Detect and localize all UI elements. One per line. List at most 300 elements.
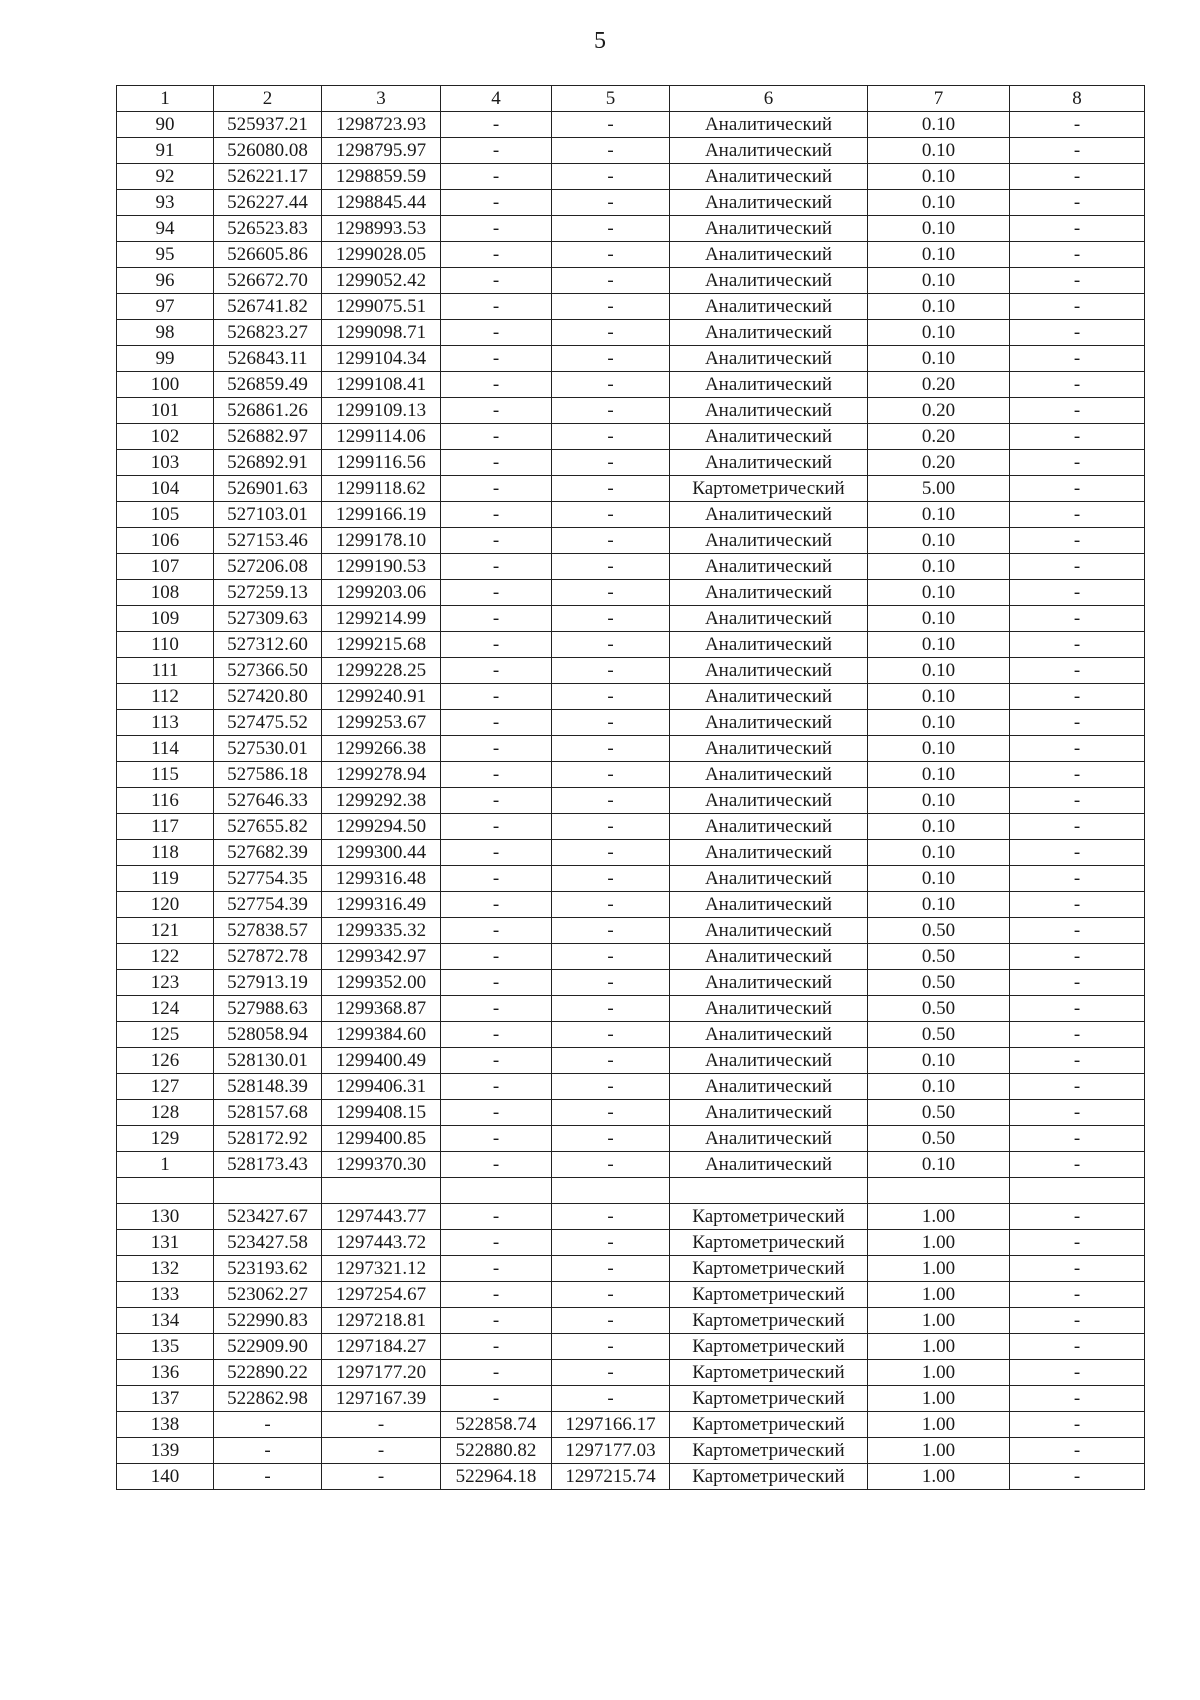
x-coordinate-cell: 527586.18	[214, 762, 322, 788]
table-row	[117, 268, 1145, 294]
y-coordinate-cell: -	[552, 1360, 670, 1386]
y-coordinate-cell: -	[552, 788, 670, 814]
y-coordinate-cell: -	[552, 1022, 670, 1048]
method-cell: Картометрический	[670, 1412, 868, 1438]
table-row	[117, 1334, 1145, 1360]
x-coordinate-cell: 527530.01	[214, 736, 322, 762]
method-cell: Аналитический	[670, 1100, 868, 1126]
accuracy-cell: 0.10	[868, 892, 1010, 918]
method-cell: Аналитический	[670, 450, 868, 476]
x-coordinate-cell: 528130.01	[214, 1048, 322, 1074]
accuracy-cell: 0.10	[868, 1152, 1010, 1178]
description-cell: -	[1010, 242, 1145, 268]
point-number-cell: 113	[117, 710, 214, 736]
point-number-cell: 136	[117, 1360, 214, 1386]
x-coordinate-cell: 526859.49	[214, 372, 322, 398]
y-coordinate-cell: -	[552, 1256, 670, 1282]
x-coordinate-cell: 522890.22	[214, 1360, 322, 1386]
table-row	[117, 372, 1145, 398]
y-coordinate-cell: 1299278.94	[322, 762, 441, 788]
y-coordinate-cell: 1299028.05	[322, 242, 441, 268]
table-row	[117, 788, 1145, 814]
point-number-cell: 107	[117, 554, 214, 580]
accuracy-cell: 1.00	[868, 1438, 1010, 1464]
method-cell: Картометрический	[670, 1308, 868, 1334]
method-cell: Аналитический	[670, 424, 868, 450]
x-coordinate-cell: 526843.11	[214, 346, 322, 372]
table-row	[117, 866, 1145, 892]
point-number-cell: 95	[117, 242, 214, 268]
y-coordinate-cell: 1299384.60	[322, 1022, 441, 1048]
description-cell: -	[1010, 268, 1145, 294]
x-coordinate-cell: -	[441, 1282, 552, 1308]
description-cell: -	[1010, 1334, 1145, 1360]
method-cell: Аналитический	[670, 814, 868, 840]
point-number-cell: 124	[117, 996, 214, 1022]
method-cell: Аналитический	[670, 970, 868, 996]
accuracy-cell: 0.10	[868, 606, 1010, 632]
table-row	[117, 580, 1145, 606]
x-coordinate-cell: -	[441, 1256, 552, 1282]
point-number-cell: 102	[117, 424, 214, 450]
y-coordinate-cell: 1299352.00	[322, 970, 441, 996]
method-cell: Аналитический	[670, 762, 868, 788]
x-coordinate-cell: -	[441, 1100, 552, 1126]
x-coordinate-cell: -	[441, 216, 552, 242]
x-coordinate-cell: -	[441, 606, 552, 632]
description-cell: -	[1010, 1100, 1145, 1126]
y-coordinate-cell: -	[552, 710, 670, 736]
method-cell: Картометрический	[670, 1334, 868, 1360]
table-row	[117, 1152, 1145, 1178]
method-cell: Аналитический	[670, 112, 868, 138]
accuracy-cell: 0.10	[868, 632, 1010, 658]
y-coordinate-cell: -	[552, 190, 670, 216]
method-cell: Аналитический	[670, 710, 868, 736]
x-coordinate-cell: -	[214, 1412, 322, 1438]
point-number-cell: 97	[117, 294, 214, 320]
x-coordinate-cell: -	[441, 970, 552, 996]
accuracy-cell: 0.10	[868, 346, 1010, 372]
x-coordinate-cell: 522964.18	[441, 1464, 552, 1490]
x-coordinate-cell: -	[441, 1230, 552, 1256]
x-coordinate-cell: 526080.08	[214, 138, 322, 164]
point-number-cell: 133	[117, 1282, 214, 1308]
x-coordinate-cell: -	[441, 320, 552, 346]
y-coordinate-cell: -	[552, 866, 670, 892]
accuracy-cell: 0.10	[868, 658, 1010, 684]
description-cell: -	[1010, 190, 1145, 216]
y-coordinate-cell: -	[322, 1438, 441, 1464]
x-coordinate-cell: 522862.98	[214, 1386, 322, 1412]
y-coordinate-cell: -	[552, 1152, 670, 1178]
accuracy-cell: 1.00	[868, 1204, 1010, 1230]
y-coordinate-cell: -	[552, 476, 670, 502]
y-coordinate-cell: -	[552, 1308, 670, 1334]
accuracy-cell: 0.10	[868, 528, 1010, 554]
description-cell: -	[1010, 710, 1145, 736]
method-cell: Аналитический	[670, 918, 868, 944]
y-coordinate-cell: 1297184.27	[322, 1334, 441, 1360]
y-coordinate-cell: -	[552, 112, 670, 138]
point-number-cell: 100	[117, 372, 214, 398]
x-coordinate-cell: 527153.46	[214, 528, 322, 554]
y-coordinate-cell: 1298845.44	[322, 190, 441, 216]
y-coordinate-cell: 1299253.67	[322, 710, 441, 736]
point-number-cell: 135	[117, 1334, 214, 1360]
description-cell: -	[1010, 1282, 1145, 1308]
y-coordinate-cell: -	[552, 944, 670, 970]
table-row	[117, 1464, 1145, 1490]
y-coordinate-cell: -	[552, 372, 670, 398]
point-number-cell: 128	[117, 1100, 214, 1126]
point-number-cell: 115	[117, 762, 214, 788]
description-cell: -	[1010, 320, 1145, 346]
method-cell: Картометрический	[670, 1204, 868, 1230]
y-coordinate-cell: 1298859.59	[322, 164, 441, 190]
description-cell: -	[1010, 788, 1145, 814]
description-cell: -	[1010, 138, 1145, 164]
point-number-cell: 99	[117, 346, 214, 372]
accuracy-cell: 0.10	[868, 112, 1010, 138]
table-row	[117, 892, 1145, 918]
point-number-cell: 120	[117, 892, 214, 918]
y-coordinate-cell: -	[322, 1412, 441, 1438]
y-coordinate-cell: 1299316.49	[322, 892, 441, 918]
accuracy-cell: 0.50	[868, 918, 1010, 944]
x-coordinate-cell: -	[441, 1204, 552, 1230]
method-cell: Аналитический	[670, 866, 868, 892]
accuracy-cell: 1.00	[868, 1230, 1010, 1256]
accuracy-cell: 0.10	[868, 216, 1010, 242]
y-coordinate-cell: 1299116.56	[322, 450, 441, 476]
y-coordinate-cell: 1297177.20	[322, 1360, 441, 1386]
point-number-cell: 111	[117, 658, 214, 684]
accuracy-cell: 0.10	[868, 268, 1010, 294]
point-number-cell: 1	[117, 1152, 214, 1178]
point-number-cell: 103	[117, 450, 214, 476]
point-number-cell: 132	[117, 1256, 214, 1282]
method-cell: Аналитический	[670, 554, 868, 580]
point-number-cell: 91	[117, 138, 214, 164]
accuracy-cell: 0.50	[868, 970, 1010, 996]
x-coordinate-cell: 526901.63	[214, 476, 322, 502]
method-cell: Аналитический	[670, 138, 868, 164]
accuracy-cell: 0.50	[868, 1100, 1010, 1126]
y-coordinate-cell	[552, 1178, 670, 1204]
point-number-cell: 109	[117, 606, 214, 632]
x-coordinate-cell: -	[441, 268, 552, 294]
table-row	[117, 554, 1145, 580]
method-cell: Картометрический	[670, 1256, 868, 1282]
x-coordinate-cell: 527872.78	[214, 944, 322, 970]
x-coordinate-cell: -	[441, 372, 552, 398]
y-coordinate-cell: 1299098.71	[322, 320, 441, 346]
y-coordinate-cell: 1299052.42	[322, 268, 441, 294]
x-coordinate-cell: -	[441, 398, 552, 424]
y-coordinate-cell: -	[552, 1074, 670, 1100]
method-cell: Аналитический	[670, 996, 868, 1022]
description-cell: -	[1010, 1256, 1145, 1282]
accuracy-cell: 0.50	[868, 996, 1010, 1022]
description-cell: -	[1010, 346, 1145, 372]
description-cell: -	[1010, 1230, 1145, 1256]
x-coordinate-cell: 527754.35	[214, 866, 322, 892]
y-coordinate-cell: -	[552, 268, 670, 294]
column-header: 2	[214, 86, 322, 112]
x-coordinate-cell: -	[441, 476, 552, 502]
y-coordinate-cell: 1299108.41	[322, 372, 441, 398]
accuracy-cell: 0.10	[868, 1074, 1010, 1100]
description-cell: -	[1010, 632, 1145, 658]
table-row	[117, 1308, 1145, 1334]
x-coordinate-cell: -	[441, 1386, 552, 1412]
x-coordinate-cell: -	[441, 840, 552, 866]
x-coordinate-cell: 526227.44	[214, 190, 322, 216]
x-coordinate-cell: -	[441, 112, 552, 138]
y-coordinate-cell: -	[552, 996, 670, 1022]
point-number-cell: 129	[117, 1126, 214, 1152]
accuracy-cell: 0.10	[868, 1048, 1010, 1074]
accuracy-cell: 1.00	[868, 1334, 1010, 1360]
method-cell: Аналитический	[670, 320, 868, 346]
method-cell: Аналитический	[670, 788, 868, 814]
x-coordinate-cell: 527655.82	[214, 814, 322, 840]
table-row	[117, 450, 1145, 476]
description-cell: -	[1010, 736, 1145, 762]
y-coordinate-cell: -	[552, 684, 670, 710]
description-cell: -	[1010, 996, 1145, 1022]
description-cell: -	[1010, 1074, 1145, 1100]
x-coordinate-cell: -	[441, 710, 552, 736]
description-cell: -	[1010, 1126, 1145, 1152]
y-coordinate-cell: 1297177.03	[552, 1438, 670, 1464]
method-cell: Аналитический	[670, 164, 868, 190]
x-coordinate-cell: 527838.57	[214, 918, 322, 944]
x-coordinate-cell: -	[441, 1334, 552, 1360]
x-coordinate-cell: -	[441, 658, 552, 684]
accuracy-cell: 0.20	[868, 424, 1010, 450]
accuracy-cell: 0.10	[868, 710, 1010, 736]
accuracy-cell	[868, 1178, 1010, 1204]
table-row	[117, 1204, 1145, 1230]
y-coordinate-cell: 1297443.72	[322, 1230, 441, 1256]
x-coordinate-cell: 528172.92	[214, 1126, 322, 1152]
method-cell: Картометрический	[670, 1438, 868, 1464]
x-coordinate-cell: 526672.70	[214, 268, 322, 294]
point-number-cell: 138	[117, 1412, 214, 1438]
method-cell: Картометрический	[670, 1230, 868, 1256]
method-cell: Аналитический	[670, 1126, 868, 1152]
x-coordinate-cell: 527103.01	[214, 502, 322, 528]
point-number-cell: 131	[117, 1230, 214, 1256]
table-row	[117, 970, 1145, 996]
method-cell: Аналитический	[670, 658, 868, 684]
y-coordinate-cell: -	[552, 528, 670, 554]
table-row	[117, 1256, 1145, 1282]
point-number-cell: 117	[117, 814, 214, 840]
description-cell: -	[1010, 164, 1145, 190]
method-cell: Картометрический	[670, 1464, 868, 1490]
y-coordinate-cell: -	[552, 1334, 670, 1360]
description-cell: -	[1010, 112, 1145, 138]
accuracy-cell: 1.00	[868, 1464, 1010, 1490]
point-number-cell: 140	[117, 1464, 214, 1490]
point-number-cell: 139	[117, 1438, 214, 1464]
x-coordinate-cell: -	[441, 788, 552, 814]
table-row	[117, 528, 1145, 554]
x-coordinate-cell: 528157.68	[214, 1100, 322, 1126]
point-number-cell: 110	[117, 632, 214, 658]
method-cell: Аналитический	[670, 1048, 868, 1074]
x-coordinate-cell	[214, 1178, 322, 1204]
y-coordinate-cell: -	[552, 424, 670, 450]
x-coordinate-cell: 523427.58	[214, 1230, 322, 1256]
y-coordinate-cell: 1297215.74	[552, 1464, 670, 1490]
x-coordinate-cell: -	[441, 554, 552, 580]
y-coordinate-cell: -	[552, 1386, 670, 1412]
description-cell: -	[1010, 1204, 1145, 1230]
y-coordinate-cell: 1299294.50	[322, 814, 441, 840]
point-number-cell: 126	[117, 1048, 214, 1074]
y-coordinate-cell: -	[552, 918, 670, 944]
table-row	[117, 736, 1145, 762]
point-number-cell: 137	[117, 1386, 214, 1412]
table-row	[117, 398, 1145, 424]
table-row	[117, 606, 1145, 632]
table-row	[117, 1438, 1145, 1464]
description-cell: -	[1010, 476, 1145, 502]
description-cell: -	[1010, 502, 1145, 528]
y-coordinate-cell: -	[552, 346, 670, 372]
point-number-cell: 108	[117, 580, 214, 606]
table-row	[117, 294, 1145, 320]
y-coordinate-cell: 1299178.10	[322, 528, 441, 554]
point-number-cell: 125	[117, 1022, 214, 1048]
x-coordinate-cell: -	[441, 684, 552, 710]
y-coordinate-cell: -	[552, 658, 670, 684]
table-row	[117, 996, 1145, 1022]
point-number-cell: 105	[117, 502, 214, 528]
description-cell: -	[1010, 658, 1145, 684]
table-body	[117, 112, 1145, 1490]
y-coordinate-cell: 1297321.12	[322, 1256, 441, 1282]
table-row	[117, 814, 1145, 840]
accuracy-cell: 0.10	[868, 762, 1010, 788]
y-coordinate-cell: -	[552, 242, 670, 268]
y-coordinate-cell: 1299400.49	[322, 1048, 441, 1074]
point-number-cell: 98	[117, 320, 214, 346]
y-coordinate-cell: 1299109.13	[322, 398, 441, 424]
x-coordinate-cell: 522880.82	[441, 1438, 552, 1464]
y-coordinate-cell: -	[552, 1100, 670, 1126]
method-cell: Аналитический	[670, 346, 868, 372]
method-cell: Картометрический	[670, 476, 868, 502]
point-number-cell: 112	[117, 684, 214, 710]
accuracy-cell: 5.00	[868, 476, 1010, 502]
description-cell: -	[1010, 1412, 1145, 1438]
method-cell: Аналитический	[670, 632, 868, 658]
x-coordinate-cell: 522858.74	[441, 1412, 552, 1438]
x-coordinate-cell: -	[441, 996, 552, 1022]
point-number-cell: 101	[117, 398, 214, 424]
x-coordinate-cell: 526221.17	[214, 164, 322, 190]
x-coordinate-cell: 526523.83	[214, 216, 322, 242]
y-coordinate-cell: 1299203.06	[322, 580, 441, 606]
table-row	[117, 1074, 1145, 1100]
column-header: 6	[670, 86, 868, 112]
table-row	[117, 1126, 1145, 1152]
point-number-cell: 121	[117, 918, 214, 944]
point-number-cell	[117, 1178, 214, 1204]
y-coordinate-cell: 1299104.34	[322, 346, 441, 372]
x-coordinate-cell: -	[441, 1126, 552, 1152]
accuracy-cell: 0.10	[868, 294, 1010, 320]
accuracy-cell: 0.10	[868, 866, 1010, 892]
accuracy-cell: 0.10	[868, 840, 1010, 866]
x-coordinate-cell: -	[441, 918, 552, 944]
x-coordinate-cell: -	[441, 138, 552, 164]
x-coordinate-cell: 527206.08	[214, 554, 322, 580]
x-coordinate-cell: 523427.67	[214, 1204, 322, 1230]
y-coordinate-cell: -	[552, 580, 670, 606]
description-cell: -	[1010, 580, 1145, 606]
table-row	[117, 164, 1145, 190]
y-coordinate-cell	[322, 1178, 441, 1204]
y-coordinate-cell: 1299114.06	[322, 424, 441, 450]
description-cell: -	[1010, 1022, 1145, 1048]
y-coordinate-cell: 1297218.81	[322, 1308, 441, 1334]
x-coordinate-cell: -	[441, 294, 552, 320]
table-row	[117, 684, 1145, 710]
column-header: 4	[441, 86, 552, 112]
y-coordinate-cell: 1297443.77	[322, 1204, 441, 1230]
table-row	[117, 632, 1145, 658]
x-coordinate-cell: -	[441, 1360, 552, 1386]
method-cell: Аналитический	[670, 372, 868, 398]
method-cell: Аналитический	[670, 190, 868, 216]
y-coordinate-cell: -	[552, 138, 670, 164]
point-number-cell: 96	[117, 268, 214, 294]
description-cell: -	[1010, 450, 1145, 476]
table-row	[117, 1048, 1145, 1074]
accuracy-cell: 0.10	[868, 190, 1010, 216]
method-cell: Аналитический	[670, 216, 868, 242]
accuracy-cell: 0.10	[868, 138, 1010, 164]
point-number-cell: 92	[117, 164, 214, 190]
table-row	[117, 1412, 1145, 1438]
description-cell: -	[1010, 1152, 1145, 1178]
x-coordinate-cell: 527646.33	[214, 788, 322, 814]
y-coordinate-cell: 1299292.38	[322, 788, 441, 814]
x-coordinate-cell: 528058.94	[214, 1022, 322, 1048]
description-cell: -	[1010, 1048, 1145, 1074]
x-coordinate-cell: 527988.63	[214, 996, 322, 1022]
accuracy-cell: 0.10	[868, 554, 1010, 580]
x-coordinate-cell: -	[441, 346, 552, 372]
point-number-cell: 134	[117, 1308, 214, 1334]
point-number-cell: 93	[117, 190, 214, 216]
y-coordinate-cell: 1299215.68	[322, 632, 441, 658]
y-coordinate-cell: 1298993.53	[322, 216, 441, 242]
column-header: 5	[552, 86, 670, 112]
x-coordinate-cell: -	[441, 632, 552, 658]
x-coordinate-cell: 523062.27	[214, 1282, 322, 1308]
y-coordinate-cell: 1299408.15	[322, 1100, 441, 1126]
point-number-cell: 118	[117, 840, 214, 866]
y-coordinate-cell: 1299370.30	[322, 1152, 441, 1178]
table-row	[117, 1386, 1145, 1412]
